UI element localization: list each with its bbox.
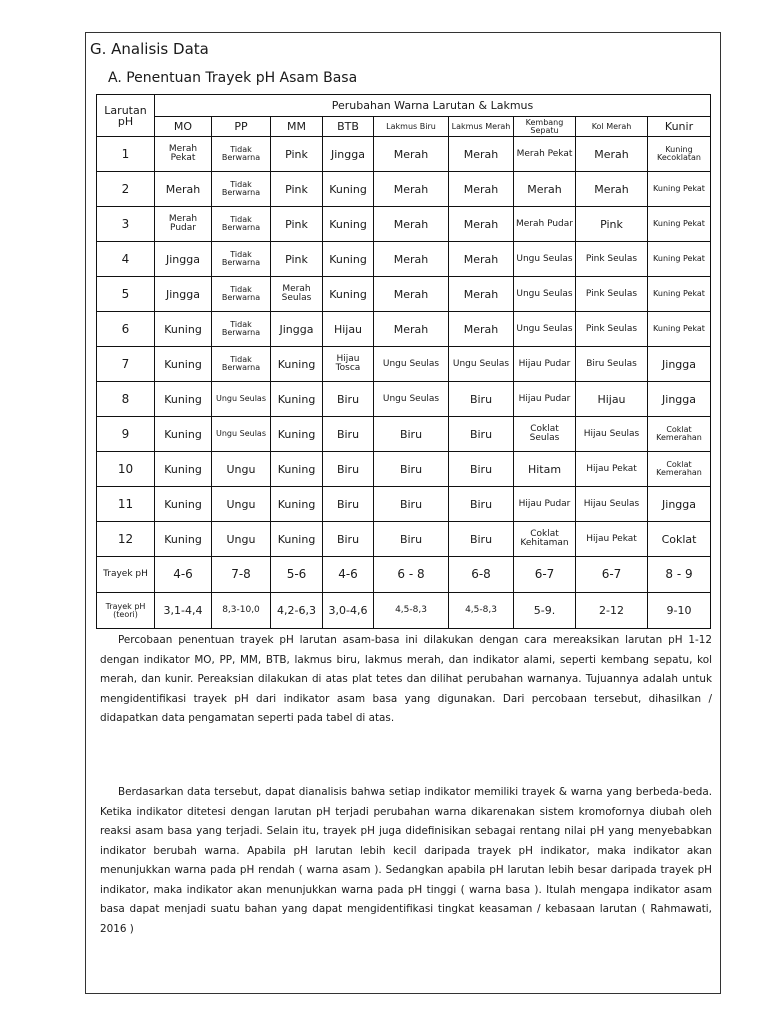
table-cell: Kuning xyxy=(155,522,212,557)
column-header: Lakmus Merah xyxy=(449,117,514,137)
table-cell: Ungu Seulas xyxy=(514,312,576,347)
table-cell: Biru xyxy=(374,487,449,522)
trayek-cell: 4-6 xyxy=(155,557,212,593)
table-cell: Ungu Seulas xyxy=(212,382,271,417)
table-cell: Pink Seulas xyxy=(576,242,648,277)
table-cell: Hijau Pudar xyxy=(514,347,576,382)
trayek-cell: 8 - 9 xyxy=(648,557,711,593)
table-cell: Pink xyxy=(271,137,323,172)
table-cell: Merah xyxy=(449,137,514,172)
table-cell: Ungu Seulas xyxy=(514,242,576,277)
table-cell: Biru xyxy=(449,522,514,557)
ph-value: 2 xyxy=(97,172,155,207)
table-cell: Hijau xyxy=(576,382,648,417)
table-cell: Pink xyxy=(271,207,323,242)
table-cell: Pink xyxy=(576,207,648,242)
table-row xyxy=(97,417,711,452)
table-cell: Kuning xyxy=(155,487,212,522)
trayek-teori-cell: 4,5-8,3 xyxy=(374,593,449,629)
table-cell: Kuning xyxy=(323,207,374,242)
column-header: PP xyxy=(212,117,271,137)
ph-value: 8 xyxy=(97,382,155,417)
trayek-cell: 6 - 8 xyxy=(374,557,449,593)
trayek-teori-cell: 9-10 xyxy=(648,593,711,629)
table-cell: Merah xyxy=(449,277,514,312)
column-header: Lakmus Biru xyxy=(374,117,449,137)
table-row xyxy=(97,382,711,417)
table-cell: Kuning xyxy=(155,347,212,382)
table-cell: Merah xyxy=(449,172,514,207)
table-cell: Kuning Pekat xyxy=(648,172,711,207)
table-row xyxy=(97,312,711,347)
trayek-cell: 5-6 xyxy=(271,557,323,593)
table-row xyxy=(97,172,711,207)
column-header: Kembang Sepatu xyxy=(514,117,576,137)
table-cell: Merah xyxy=(449,312,514,347)
table-cell: Kuning xyxy=(271,452,323,487)
table-cell: Merah Pudar xyxy=(514,207,576,242)
table-cell: Kuning Pekat xyxy=(648,207,711,242)
ph-value: 7 xyxy=(97,347,155,382)
ph-value: 10 xyxy=(97,452,155,487)
subsection-title: A. Penentuan Trayek pH Asam Basa xyxy=(108,70,358,86)
table-cell: Kuning xyxy=(271,417,323,452)
table-cell: Biru xyxy=(323,452,374,487)
table-cell: Biru xyxy=(374,417,449,452)
trayek-teori-cell: 3,0-4,6 xyxy=(323,593,374,629)
ph-value: 11 xyxy=(97,487,155,522)
table-cell: Hijau Pekat xyxy=(576,522,648,557)
trayek-teori-label: Trayek pH (teori) xyxy=(97,593,155,629)
table-cell: Ungu Seulas xyxy=(449,347,514,382)
column-header: Kunir xyxy=(648,117,711,137)
trayek-cell: 6-7 xyxy=(514,557,576,593)
table-cell: Hijau Seulas xyxy=(576,417,648,452)
table-cell: Kuning xyxy=(155,417,212,452)
trayek-teori-cell: 3,1-4,4 xyxy=(155,593,212,629)
table-cell: Kuning xyxy=(323,172,374,207)
ph-value: 9 xyxy=(97,417,155,452)
table-cell: Merah xyxy=(449,242,514,277)
table-cell: Kuning xyxy=(271,382,323,417)
table-cell: Biru xyxy=(323,417,374,452)
table-cell: Pink Seulas xyxy=(576,277,648,312)
trayek-teori-cell: 5-9. xyxy=(514,593,576,629)
trayek-teori-cell: 4,5-8,3 xyxy=(449,593,514,629)
trayek-teori-cell: 8,3-10,0 xyxy=(212,593,271,629)
table-cell: Biru xyxy=(449,382,514,417)
table-row xyxy=(97,137,711,172)
table-cell: Kuning xyxy=(155,312,212,347)
trayek-teori-cell: 4,2-6,3 xyxy=(271,593,323,629)
ph-value: 4 xyxy=(97,242,155,277)
table-cell: Ungu xyxy=(212,487,271,522)
table-cell: Biru xyxy=(323,522,374,557)
table-cell: Kuning xyxy=(155,452,212,487)
table-cell: Merah Pekat xyxy=(155,137,212,172)
ph-value: 5 xyxy=(97,277,155,312)
table-cell: Pink xyxy=(271,242,323,277)
table-cell: Merah xyxy=(374,242,449,277)
table-cell: Jingga xyxy=(648,487,711,522)
table-cell: Biru xyxy=(374,452,449,487)
table-row xyxy=(97,207,711,242)
table-cell: Jingga xyxy=(271,312,323,347)
table-cell: Biru xyxy=(323,487,374,522)
table-cell: Kuning Pekat xyxy=(648,312,711,347)
table-cell: Ungu xyxy=(212,452,271,487)
ph-value: 1 xyxy=(97,137,155,172)
table-cell: Merah Pudar xyxy=(155,207,212,242)
table-cell: Hijau Pekat xyxy=(576,452,648,487)
table-cell: Hitam xyxy=(514,452,576,487)
column-header: MO xyxy=(155,117,212,137)
table-cell: Jingga xyxy=(323,137,374,172)
table-cell: Tidak Berwarna xyxy=(212,137,271,172)
table-cell: Kuning xyxy=(323,277,374,312)
trayek-cell: 4-6 xyxy=(323,557,374,593)
table-cell: Merah xyxy=(576,137,648,172)
table-cell: Tidak Berwarna xyxy=(212,242,271,277)
table-cell: Coklat Seulas xyxy=(514,417,576,452)
table-cell: Biru Seulas xyxy=(576,347,648,382)
table-cell: Hijau xyxy=(323,312,374,347)
table-cell: Kuning xyxy=(271,347,323,382)
table-row xyxy=(97,487,711,522)
indicator-table xyxy=(96,94,711,629)
table-cell: Biru xyxy=(449,452,514,487)
table-row xyxy=(97,347,711,382)
table-cell: Pink Seulas xyxy=(576,312,648,347)
table-cell: Merah xyxy=(374,312,449,347)
table-cell: Merah xyxy=(374,277,449,312)
column-header: MM xyxy=(271,117,323,137)
table-cell: Ungu xyxy=(212,522,271,557)
table-cell: Kuning Pekat xyxy=(648,277,711,312)
paragraph-1: Percobaan penentuan trayek pH larutan asam-basa ini dilakukan dengan cara mereaksikan larutan pH 1-12 dengan indikator MO, PP, MM, BTB, lakmus biru, lakmus merah, dan indikator alami, seperti kembang sepatu, kol merah, dan kunir. Pereaksian dilakukan di atas plat tetes dan dilihat perubahan warnanya. Tujuannya adalah untuk mengidentifikasi trayek pH dari indikator asam basa yang digunakan. Dari percobaan tersebut, dihasilkan / didapatkan data pengamatan seperti pada tabel di atas. xyxy=(100,634,712,724)
section-title: G. Analisis Data xyxy=(90,40,209,58)
ph-value: 3 xyxy=(97,207,155,242)
ph-column-header: Larutan pH xyxy=(97,95,155,137)
column-header: BTB xyxy=(323,117,374,137)
table-cell: Biru xyxy=(323,382,374,417)
trayek-cell: 6-8 xyxy=(449,557,514,593)
table-cell: Ungu Seulas xyxy=(374,347,449,382)
table-cell: Pink xyxy=(271,172,323,207)
table-row xyxy=(97,277,711,312)
table-cell: Tidak Berwarna xyxy=(212,207,271,242)
table-cell: Jingga xyxy=(155,242,212,277)
table-cell: Merah xyxy=(449,207,514,242)
table-cell: Merah xyxy=(374,172,449,207)
table-cell: Tidak Berwarna xyxy=(212,277,271,312)
table-cell: Kuning xyxy=(271,522,323,557)
table-cell: Hijau Seulas xyxy=(576,487,648,522)
table-cell: Coklat Kemerahan xyxy=(648,452,711,487)
table-cell: Jingga xyxy=(155,277,212,312)
table-cell: Merah xyxy=(155,172,212,207)
trayek-teori-cell: 2-12 xyxy=(576,593,648,629)
table-cell: Kuning xyxy=(323,242,374,277)
group-header: Perubahan Warna Larutan & Lakmus xyxy=(155,95,711,117)
trayek-label: Trayek pH xyxy=(97,557,155,593)
table-cell: Hijau Pudar xyxy=(514,487,576,522)
table-row xyxy=(97,522,711,557)
table-cell: Tidak Berwarna xyxy=(212,347,271,382)
column-header: Kol Merah xyxy=(576,117,648,137)
table-cell: Ungu Seulas xyxy=(374,382,449,417)
table-cell: Tidak Berwarna xyxy=(212,172,271,207)
ph-value: 12 xyxy=(97,522,155,557)
trayek-cell: 7-8 xyxy=(212,557,271,593)
table-row xyxy=(97,242,711,277)
table-cell: Kuning xyxy=(271,487,323,522)
ph-value: 6 xyxy=(97,312,155,347)
table-cell: Coklat xyxy=(648,522,711,557)
table-cell: Kuning Pekat xyxy=(648,242,711,277)
table-cell: Tidak Berwarna xyxy=(212,312,271,347)
table-cell: Hijau Tosca xyxy=(323,347,374,382)
table-cell: Biru xyxy=(449,417,514,452)
table-cell: Kuning Kecoklatan xyxy=(648,137,711,172)
paragraph-2: Berdasarkan data tersebut, dapat dianalisis bahwa setiap indikator memiliki trayek & warna yang berbeda-beda. Ketika indikator ditetesi dengan larutan pH terjadi perubahan warna dikarenakan sistem kromofornya diubah oleh reaksi asam basa yang terjadi. Selain itu, trayek pH juga didefinisikan sebagai rentang nilai pH yang menyebabkan indikator berubah warna. Apabila pH larutan lebih kecil daripada trayek pH indikator, maka indikator akan menunjukkan warna pada pH rendah ( warna asam ). Sedangkan apabila pH larutan lebih besar daripada trayek pH indikator, maka indikator akan menunjukkan warna pada pH tinggi ( warna basa ). Itulah mengapa indikator asam basa dapat menjadi suatu bahan yang dapat mengidentifikasi tingkat keasaman / kebasaan larutan ( Rahmawati, 2016 ) xyxy=(100,786,712,935)
table-cell: Kuning xyxy=(155,382,212,417)
table-cell: Merah Pekat xyxy=(514,137,576,172)
table-cell: Ungu Seulas xyxy=(514,277,576,312)
table-cell: Merah xyxy=(374,207,449,242)
table-cell: Merah Seulas xyxy=(271,277,323,312)
table-cell: Ungu Seulas xyxy=(212,417,271,452)
table-cell: Coklat Kehitaman xyxy=(514,522,576,557)
table-cell: Jingga xyxy=(648,347,711,382)
table-row xyxy=(97,452,711,487)
trayek-cell: 6-7 xyxy=(576,557,648,593)
table-cell: Merah xyxy=(514,172,576,207)
table-cell: Jingga xyxy=(648,382,711,417)
table-cell: Hijau Pudar xyxy=(514,382,576,417)
table-cell: Merah xyxy=(576,172,648,207)
table-cell: Biru xyxy=(374,522,449,557)
table-cell: Merah xyxy=(374,137,449,172)
table-cell: Coklat Kemerahan xyxy=(648,417,711,452)
table-cell: Biru xyxy=(449,487,514,522)
